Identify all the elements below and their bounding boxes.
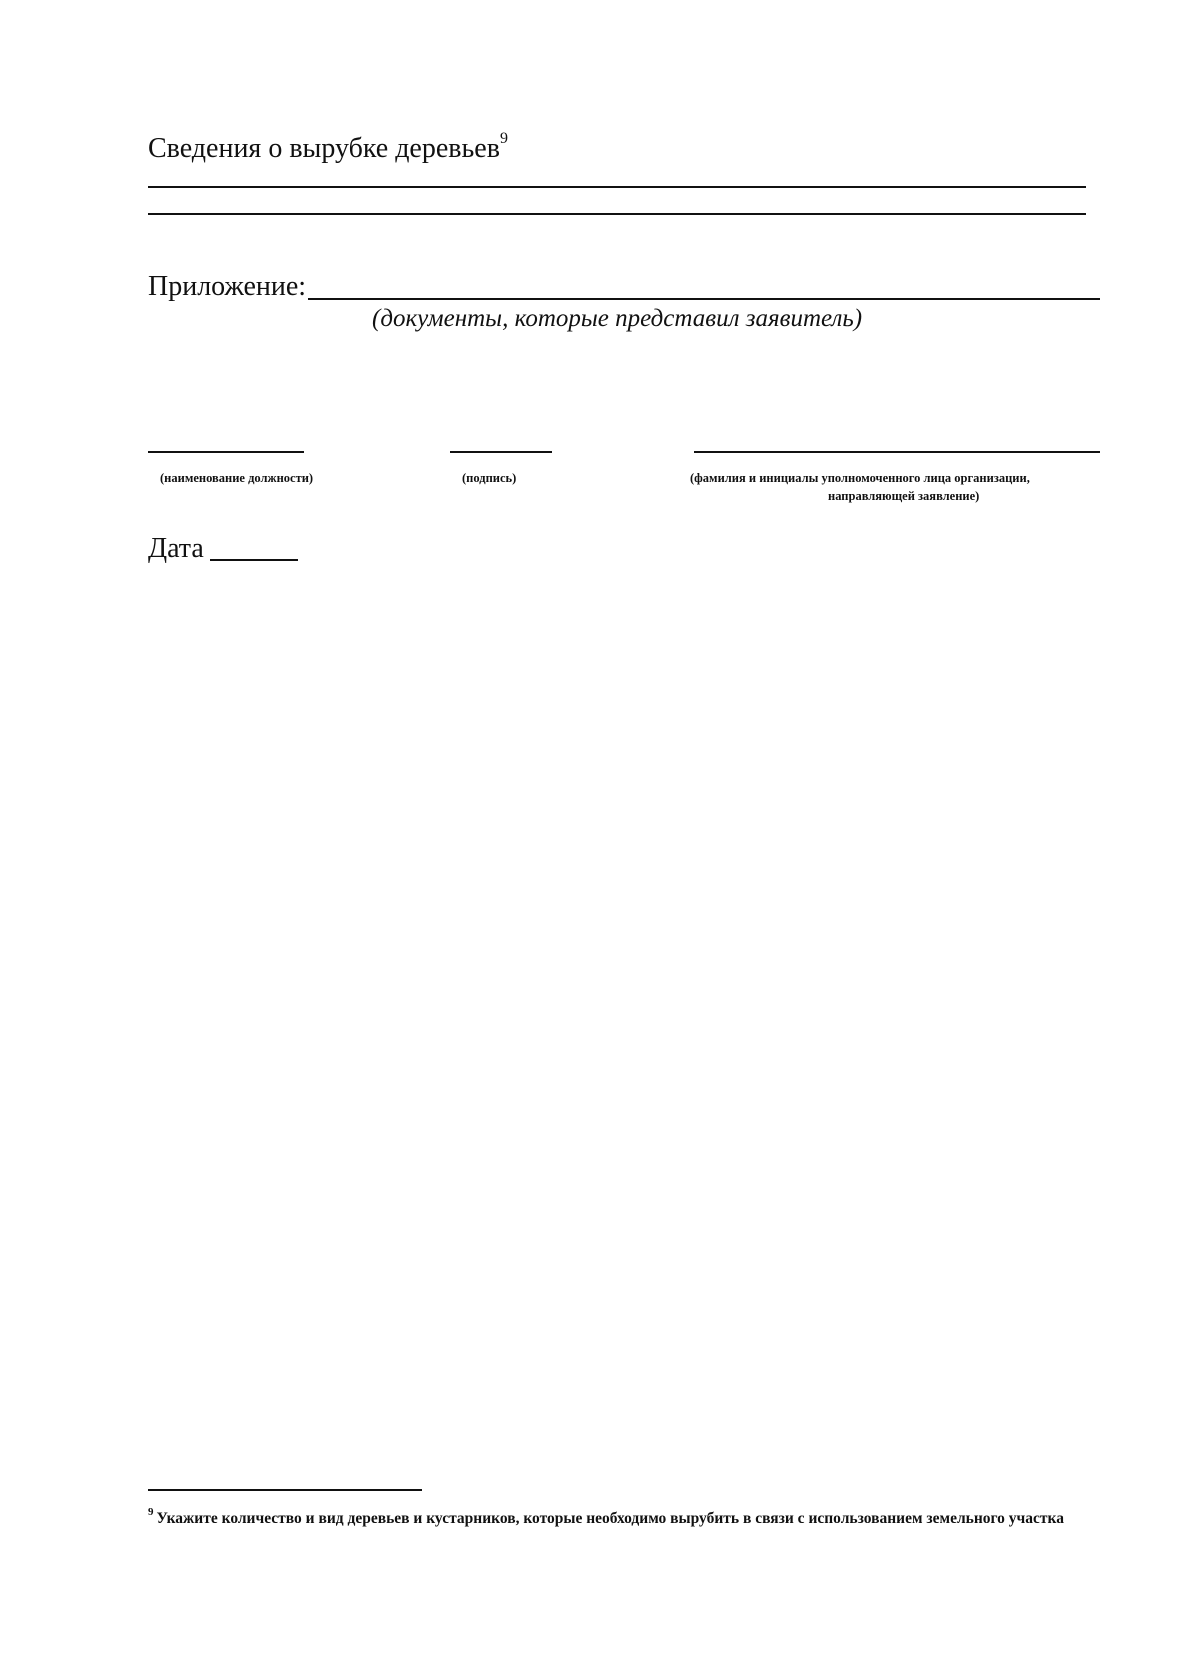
tree-felling-line-2[interactable] [148,213,1086,215]
tree-felling-line-1[interactable] [148,186,1086,188]
footnote [148,1501,1078,1532]
name-caption-line-1: (фамилия и инициалы уполномоченного лица организации, [690,471,1030,485]
footnote-separator [148,1489,422,1491]
attachment-caption: (документы, которые представил заявитель) [372,305,863,332]
attachment-label: Приложение: [148,271,307,302]
footnote-number: 9 [148,1506,154,1518]
footnote-text: Укажите количество и вид деревьев и кустарников, которые необходимо вырубить в связи с использованием земельного участка [156,1510,1064,1528]
date-line[interactable] [210,559,298,561]
signature-caption: (подпись) [462,471,517,485]
name-line[interactable] [694,451,1100,453]
heading-text: Сведения о вырубке деревьев [148,133,500,164]
attachment-line[interactable] [308,298,1100,300]
name-caption-line-2: направляющей заявление) [828,489,980,503]
date-label: Дата [148,533,204,564]
position-caption: (наименование должности) [160,471,314,485]
signature-line[interactable] [450,451,552,453]
footnote-reference: 9 [499,129,508,147]
position-line[interactable] [148,451,304,453]
tree-felling-heading [148,129,508,165]
